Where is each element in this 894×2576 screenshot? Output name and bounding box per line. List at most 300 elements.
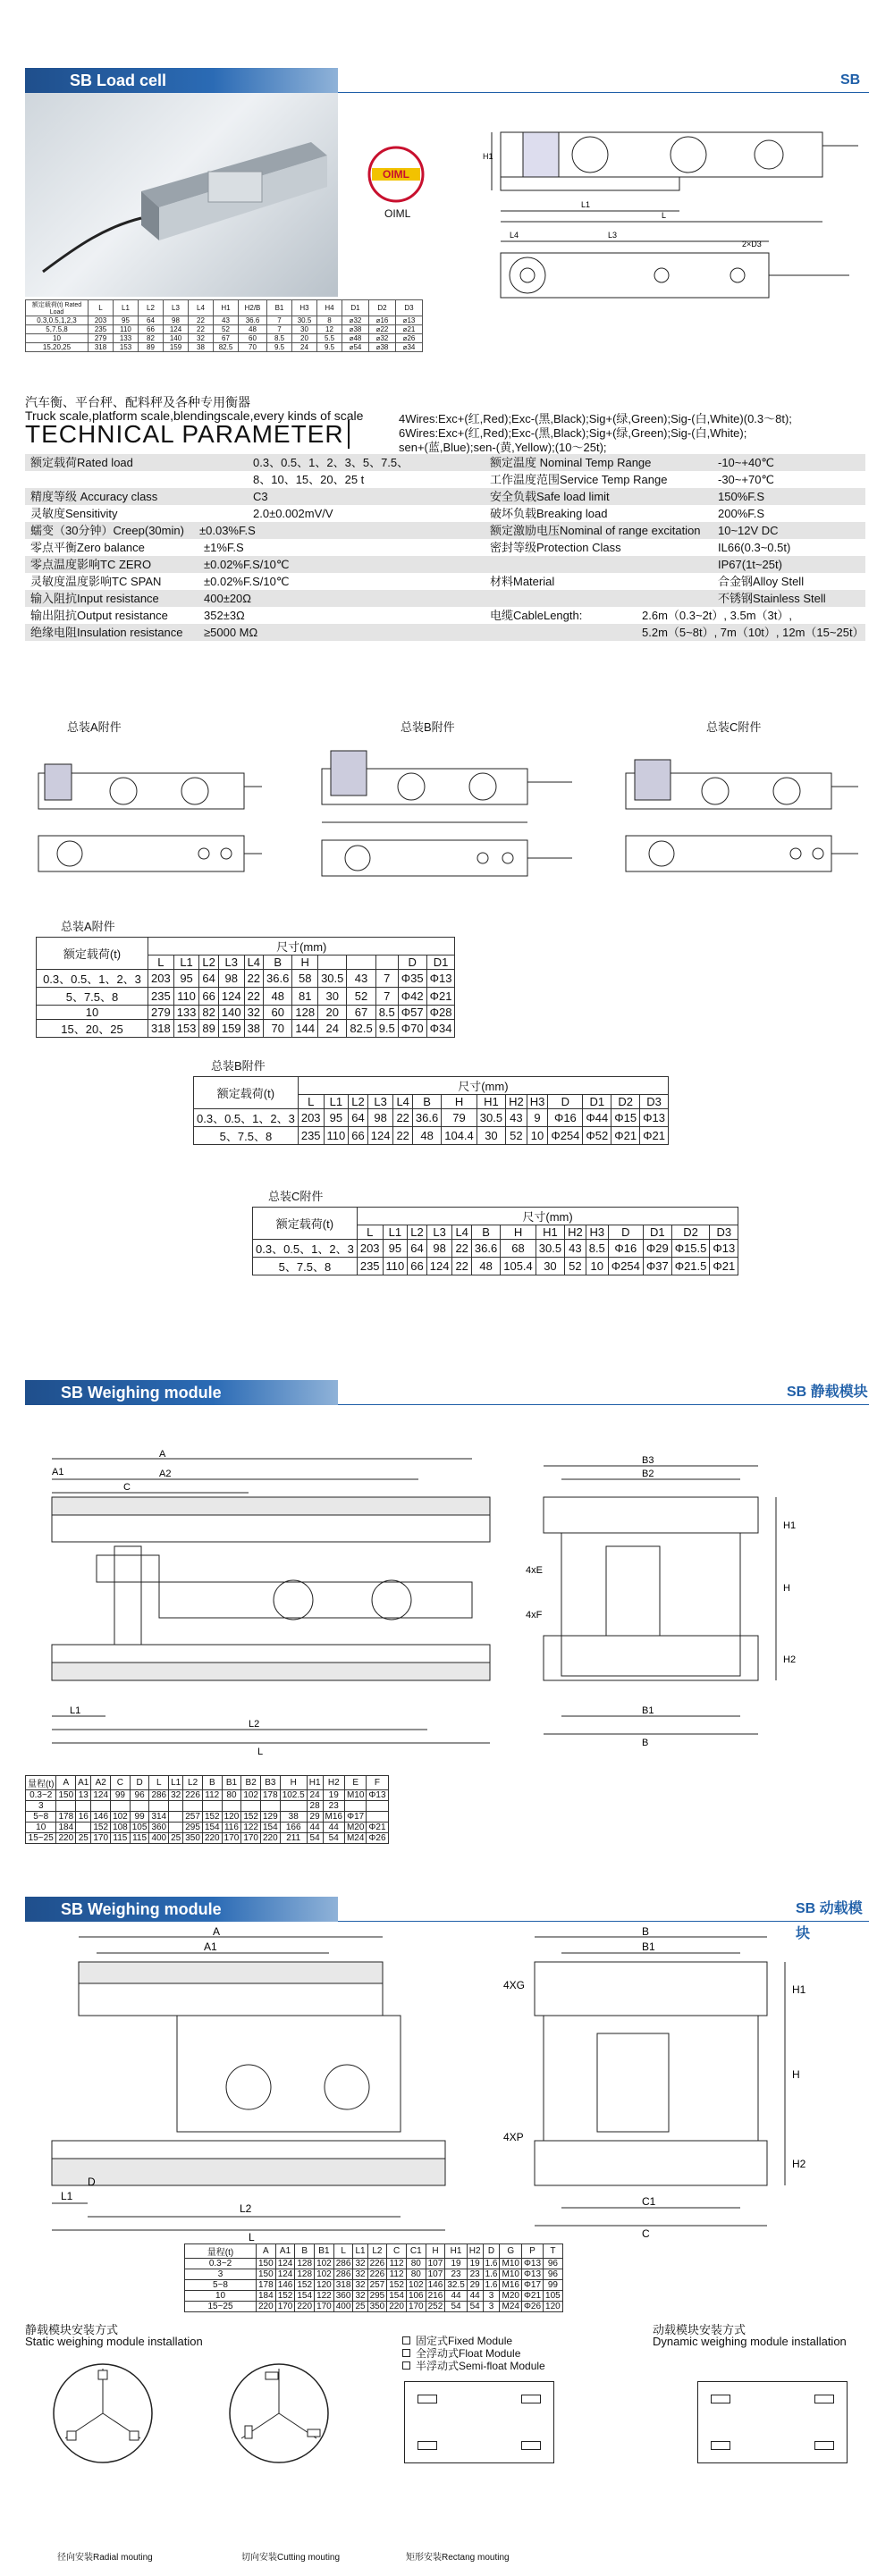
- table-cell: 146: [91, 1812, 111, 1823]
- table-cell: Φ21: [640, 1127, 669, 1145]
- table-cell: 318: [148, 1020, 174, 1038]
- table-cell: D: [130, 1776, 149, 1790]
- table-cell: 38: [189, 343, 214, 352]
- table-cell: 54: [445, 2302, 467, 2312]
- table-cell: [169, 1812, 183, 1823]
- param-row: [25, 590, 865, 607]
- table-cell: M16: [500, 2280, 521, 2291]
- table-cell: 79: [442, 1109, 477, 1127]
- table-cell: 360: [333, 2291, 353, 2302]
- table-header: L3: [164, 300, 189, 316]
- table-cell: 95: [324, 1109, 349, 1127]
- table-cell: 105: [130, 1823, 149, 1833]
- table-cell: M10: [500, 2269, 521, 2280]
- param-label: 零点平衡Zero balance: [30, 541, 145, 554]
- table-cell: 146: [426, 2280, 445, 2291]
- table-cell: Φ13: [426, 970, 455, 988]
- table-cell: 5~8: [185, 2280, 257, 2291]
- rated-load-header: 额定载荷(t): [37, 938, 148, 970]
- table-cell: Φ29: [643, 1240, 671, 1258]
- table-cell: Φ70: [398, 1020, 426, 1038]
- table-cell: 82: [199, 1006, 218, 1020]
- table-row: [26, 316, 423, 325]
- table-cell: 115: [130, 1833, 149, 1844]
- table-header: D3: [396, 300, 423, 316]
- table-cell: 36.6: [412, 1109, 441, 1127]
- table-cell: [56, 1801, 76, 1812]
- semi-float-module-icon: [402, 2361, 410, 2370]
- table-cell: Φ21.5: [671, 1258, 710, 1275]
- param-row: [25, 607, 865, 624]
- table-cell: M24: [500, 2302, 521, 2312]
- table-cell: 102: [406, 2280, 426, 2291]
- table-cell: 10: [26, 334, 89, 343]
- svg-text:B1: B1: [642, 1940, 655, 1953]
- table-cell: Φ34: [426, 1020, 455, 1038]
- radial-mounting-diagram: [49, 2360, 156, 2467]
- table-cell: 36.6: [239, 316, 267, 325]
- table-cell: 67: [347, 1006, 375, 1020]
- table-cell: 99: [111, 1790, 131, 1801]
- table-cell: Φ13: [640, 1109, 669, 1127]
- table-cell: D3: [640, 1095, 669, 1109]
- section-header-load-cell: [25, 68, 869, 93]
- svg-text:H1: H1: [483, 152, 493, 161]
- table-cell: L1: [169, 1776, 183, 1790]
- svg-text:B: B: [642, 1926, 650, 1938]
- table-cell: 48: [412, 1127, 441, 1145]
- section-header-dynamic: [25, 1897, 869, 1941]
- table-cell: 152: [295, 2280, 315, 2291]
- table-row: [26, 325, 423, 334]
- table-cell: C: [111, 1776, 131, 1790]
- table-cell: 30: [477, 1127, 505, 1145]
- table-cell: L1: [353, 2244, 367, 2259]
- table-row: [194, 1127, 669, 1145]
- table-cell: 102: [111, 1812, 131, 1823]
- table-cell: 110: [324, 1127, 349, 1145]
- table-cell: Φ57: [398, 1006, 426, 1020]
- table-cell: 166: [280, 1823, 307, 1833]
- table-cell: 22: [393, 1127, 412, 1145]
- table-cell: 66: [199, 988, 218, 1006]
- param-value: 8、10、15、20、25 t: [253, 473, 365, 486]
- param-value: ±0.02%F.S/10℃: [204, 558, 290, 571]
- param-label: 工作温度范围Service Temp Range: [490, 473, 668, 486]
- legend-float: [402, 2347, 545, 2360]
- table-cell: 235: [357, 1258, 383, 1275]
- table-header: D2: [369, 300, 396, 316]
- table-cell: C: [387, 2244, 407, 2259]
- table-cell: 120: [544, 2302, 563, 2312]
- table-cell: 29: [307, 1812, 323, 1823]
- legend-label: 全浮动式Float Module: [416, 2347, 521, 2360]
- param-value: 400±20Ω: [204, 592, 252, 605]
- table-cell: 10: [37, 1006, 148, 1020]
- table-cell: 154: [295, 2291, 315, 2302]
- table-cell: 257: [367, 2280, 387, 2291]
- table-cell: 110: [383, 1258, 408, 1275]
- rectangle-mounting-static: [404, 2381, 554, 2463]
- table-cell: 220: [257, 2302, 276, 2312]
- table-cell: Φ13: [521, 2259, 543, 2269]
- table-cell: 98: [367, 1109, 393, 1127]
- table-cell: L: [357, 1225, 383, 1240]
- table-cell: [280, 1801, 307, 1812]
- table-cell: 96: [544, 2259, 563, 2269]
- table-cell: M16: [323, 1812, 344, 1823]
- table-cell: 154: [202, 1823, 222, 1833]
- table-cell: H2: [506, 1095, 527, 1109]
- svg-text:L3: L3: [608, 231, 618, 240]
- table-cell: T: [544, 2244, 563, 2259]
- table-cell: ⌀26: [396, 334, 423, 343]
- table-cell: 22: [244, 970, 263, 988]
- table-cell: 16: [76, 1812, 91, 1823]
- table-cell: 30: [318, 988, 347, 1006]
- table-cell: H1: [307, 1776, 323, 1790]
- table-cell: 159: [218, 1020, 244, 1038]
- section-code: SB: [840, 72, 861, 88]
- table-cell: 220: [261, 1833, 281, 1844]
- table-cell: 124: [367, 1127, 393, 1145]
- table-cell: 1.6: [483, 2259, 500, 2269]
- table-cell: 184: [56, 1823, 76, 1833]
- assembly-b-table: [193, 1076, 669, 1145]
- param-value: ±0.03%F.S: [199, 524, 256, 537]
- rated-load-header: 额定载荷(t): [253, 1208, 358, 1240]
- table-cell: 60: [239, 334, 267, 343]
- table-row: [37, 1006, 455, 1020]
- table-cell: 128: [292, 1006, 318, 1020]
- rated-load-header: 额定载荷(t): [194, 1077, 299, 1109]
- table-header: H1: [214, 300, 239, 316]
- table-cell: 220: [295, 2302, 315, 2312]
- table-cell: 38: [244, 1020, 263, 1038]
- table-cell: 7: [267, 316, 292, 325]
- param-label: 破坏负载Breaking load: [490, 507, 608, 520]
- table-cell: 178: [257, 2280, 276, 2291]
- svg-text:H: H: [783, 1583, 790, 1594]
- table-header: L1: [114, 300, 139, 316]
- table-cell: [91, 1801, 111, 1812]
- param-row: [25, 454, 865, 471]
- param-value: 合金钢Alloy Stell: [718, 575, 805, 588]
- table-cell: L: [333, 2244, 353, 2259]
- table-cell: 314: [149, 1812, 169, 1823]
- table-cell: 22: [189, 325, 214, 334]
- table-cell: 23: [445, 2269, 467, 2280]
- wires-4: 4Wires:Exc+(红,Red);Exc-(黑,Black);Sig+(绿,Green);Sig-(白,White)(0.3～8t);: [399, 412, 792, 425]
- svg-text:L1: L1: [581, 200, 591, 209]
- table-cell: ⌀48: [342, 334, 369, 343]
- table-row: [26, 1833, 389, 1844]
- table-cell: ⌀32: [369, 334, 396, 343]
- wires-6a: 6Wires:Exc+(红,Red);Exc-(黑,Black);Sig+(绿,Green);Sig-(白,White);: [399, 426, 747, 440]
- param-label: 精度等级 Accuracy class: [30, 490, 158, 503]
- table-cell: 15,20,25: [26, 343, 89, 352]
- table-header-row: [26, 300, 423, 316]
- table-cell: Φ42: [398, 988, 426, 1006]
- table-cell: 120: [315, 2280, 334, 2291]
- load-cell-drawing: [474, 97, 867, 338]
- table-cell: 124: [275, 2269, 295, 2280]
- table-cell: 38: [280, 1812, 307, 1823]
- svg-text:A1: A1: [204, 1940, 217, 1953]
- cutting-caption: 切向安装Cutting mouting: [241, 2553, 341, 2563]
- col-header: L2: [199, 955, 218, 970]
- table-cell: 102: [315, 2259, 334, 2269]
- table-cell: Φ26: [521, 2302, 543, 2312]
- table-cell: ⌀38: [369, 343, 396, 352]
- svg-text:B: B: [642, 1738, 649, 1748]
- table-cell: 226: [183, 1790, 203, 1801]
- param-value: -30~+70℃: [718, 473, 775, 486]
- table-cell: 115: [111, 1833, 131, 1844]
- table-row: [185, 2269, 563, 2280]
- table-header: D1: [342, 300, 369, 316]
- float-module-icon: [402, 2349, 410, 2357]
- table-header: L4: [189, 300, 214, 316]
- table-cell: 81: [292, 988, 318, 1006]
- table-cell: 58: [292, 970, 318, 988]
- table-cell: 178: [261, 1790, 281, 1801]
- svg-text:B2: B2: [642, 1469, 654, 1479]
- table-cell: 105.4: [501, 1258, 536, 1275]
- table-cell: 43: [506, 1109, 527, 1127]
- table-cell: [149, 1801, 169, 1812]
- table-cell: D3: [710, 1225, 738, 1240]
- table-cell: 133: [114, 334, 139, 343]
- legend-fixed: [402, 2335, 545, 2347]
- table-header: 额定载荷(t) Rated Load: [26, 300, 89, 316]
- table-cell: [76, 1801, 91, 1812]
- table-cell: 95: [383, 1240, 408, 1258]
- fixed-module-icon: [402, 2336, 410, 2344]
- table-cell: 235: [298, 1127, 324, 1145]
- table-cell: B: [295, 2244, 315, 2259]
- table-cell: 124: [275, 2259, 295, 2269]
- table-cell: 279: [89, 334, 114, 343]
- legend-semi-float: [402, 2360, 545, 2372]
- table-cell: 102: [315, 2269, 334, 2280]
- assembly-c-drawing: [617, 737, 867, 898]
- table-row: [37, 988, 455, 1006]
- section-header-static: [25, 1380, 869, 1405]
- table-cell: L2: [408, 1225, 426, 1240]
- table-cell: 400: [333, 2302, 353, 2312]
- table-cell: 30: [292, 325, 317, 334]
- table-cell: 67: [214, 334, 239, 343]
- table-cell: 19: [467, 2259, 483, 2269]
- table-cell: 9.5: [375, 1020, 398, 1038]
- table-cell: 19: [445, 2259, 467, 2269]
- table-cell: 量程(t): [185, 2244, 257, 2259]
- table-cell: 0.3~2: [185, 2259, 257, 2269]
- rectangle-caption: 矩形安装Rectang mouting: [406, 2553, 510, 2563]
- table-cell: 54: [323, 1833, 344, 1844]
- param-value: IP67(1t~25t): [718, 558, 782, 571]
- table-cell: 8.5: [267, 334, 292, 343]
- product-photo: [25, 93, 338, 297]
- table-cell: H2: [565, 1225, 586, 1240]
- table-cell: 170: [315, 2302, 334, 2312]
- table-cell: 146: [275, 2280, 295, 2291]
- table-cell: 106: [406, 2291, 426, 2302]
- legend-label: 固定式Fixed Module: [416, 2335, 513, 2347]
- table-cell: 152: [241, 1812, 261, 1823]
- param-row: [25, 488, 865, 505]
- table-cell: [202, 1801, 222, 1812]
- table-cell: G: [500, 2244, 521, 2259]
- col-header: H: [292, 955, 318, 970]
- table-cell: 99: [544, 2280, 563, 2291]
- header-rule: [338, 1404, 869, 1405]
- table-cell: 量程(t): [26, 1776, 56, 1790]
- param-label: 安全负载Safe load limit: [490, 490, 610, 503]
- table-cell: C1: [406, 2244, 426, 2259]
- table-row: [185, 2259, 563, 2269]
- table-cell: 350: [183, 1833, 203, 1844]
- svg-text:OIML: OIML: [383, 168, 409, 181]
- svg-text:H2: H2: [792, 2158, 806, 2170]
- param-value: ±0.02%F.S/10℃: [204, 575, 290, 588]
- table-cell: 82.5: [347, 1020, 375, 1038]
- wires-6b: sen+(蓝,Blue);sen-(黄,Yellow);(10～25t);: [399, 441, 607, 454]
- section-title: SB Weighing module: [25, 1897, 338, 1922]
- table-cell: 170: [275, 2302, 295, 2312]
- table-header: B1: [267, 300, 292, 316]
- table-cell: A1: [76, 1776, 91, 1790]
- table-cell: 159: [164, 343, 189, 352]
- table-cell: D1: [643, 1225, 671, 1240]
- assembly-b-drawing: [304, 724, 590, 903]
- table-cell: 54: [307, 1833, 323, 1844]
- section-title: SB Load cell: [25, 68, 338, 93]
- table-cell: 20: [292, 334, 317, 343]
- table-cell: 7: [375, 988, 398, 1006]
- table-cell: 30.5: [477, 1109, 505, 1127]
- table-cell: 10: [185, 2291, 257, 2302]
- table-cell: 116: [222, 1823, 241, 1833]
- table-cell: 104.4: [442, 1127, 477, 1145]
- table-row: [253, 1240, 738, 1258]
- assembly-a-table: [36, 937, 455, 1038]
- table-cell: 295: [367, 2291, 387, 2302]
- table-cell: [261, 1801, 281, 1812]
- svg-text:C: C: [642, 2227, 650, 2240]
- param-value: 2.6m（0.3~2t）, 3.5m（3t）,: [642, 609, 792, 622]
- table-cell: D2: [611, 1095, 640, 1109]
- table-cell: 0.3、0.5、1、2、3: [37, 970, 148, 988]
- table-cell: H: [501, 1225, 536, 1240]
- table-cell: ⌀22: [369, 325, 396, 334]
- table-cell: 70: [264, 1020, 292, 1038]
- table-cell: 8.5: [375, 1006, 398, 1020]
- dynamic-install-en: Dynamic weighing module installation: [653, 2335, 847, 2348]
- table-cell: M10: [344, 1790, 366, 1801]
- table-cell: Φ254: [608, 1258, 643, 1275]
- table-cell: 128: [295, 2269, 315, 2280]
- table-cell: 124: [426, 1258, 452, 1275]
- table-cell: [241, 1801, 261, 1812]
- table-cell: 12: [317, 325, 342, 334]
- table-c-label: 总装C附件: [268, 1190, 324, 1203]
- param-value: 10~12V DC: [718, 524, 779, 537]
- table-cell: 279: [148, 1006, 174, 1020]
- table-cell: 3: [185, 2269, 257, 2280]
- oiml-logo: [365, 143, 427, 206]
- table-cell: 235: [89, 325, 114, 334]
- table-cell: 43: [214, 316, 239, 325]
- table-header-row: [185, 2244, 563, 2259]
- param-label: 密封等级Protection Class: [490, 541, 621, 554]
- table-cell: L4: [452, 1225, 471, 1240]
- table-cell: 318: [333, 2280, 353, 2291]
- table-cell: 22: [393, 1109, 412, 1127]
- section-title: SB Weighing module: [25, 1380, 338, 1405]
- svg-text:L4: L4: [510, 231, 519, 240]
- rated-load-table-top: [25, 299, 423, 352]
- svg-text:L: L: [662, 211, 667, 220]
- table-cell: 110: [114, 325, 139, 334]
- table-cell: B1: [315, 2244, 334, 2259]
- table-cell: 9.5: [317, 343, 342, 352]
- table-cell: 30: [536, 1258, 564, 1275]
- table-cell: 144: [292, 1020, 318, 1038]
- table-cell: L3: [426, 1225, 452, 1240]
- table-cell: 98: [218, 970, 244, 988]
- table-cell: 170: [406, 2302, 426, 2312]
- table-cell: 152: [202, 1812, 222, 1823]
- table-cell: 107: [426, 2269, 445, 2280]
- static-install-en: Static weighing module installation: [25, 2335, 203, 2348]
- table-cell: ⌀16: [369, 316, 396, 325]
- table-cell: 32.5: [445, 2280, 467, 2291]
- table-header: H3: [292, 300, 317, 316]
- table-cell: 9: [527, 1109, 548, 1127]
- table-cell: 8.5: [586, 1240, 608, 1258]
- table-cell: 153: [114, 343, 139, 352]
- section-code: SB 静载模块: [787, 1385, 868, 1400]
- dynamic-module-table: [184, 2243, 563, 2312]
- table-cell: 252: [426, 2302, 445, 2312]
- table-cell: 220: [387, 2302, 407, 2312]
- table-cell: 203: [298, 1109, 324, 1127]
- table-cell: H2: [323, 1776, 344, 1790]
- table-cell: 32: [353, 2259, 367, 2269]
- table-cell: A: [257, 2244, 276, 2259]
- table-cell: H3: [527, 1095, 548, 1109]
- col-header: L4: [244, 955, 263, 970]
- table-cell: 64: [199, 970, 218, 988]
- table-cell: 95: [114, 316, 139, 325]
- param-label: 额定温度 Nominal Temp Range: [490, 456, 652, 469]
- table-cell: 10: [26, 1823, 56, 1833]
- table-cell: 95: [173, 970, 199, 988]
- table-cell: 64: [408, 1240, 426, 1258]
- table-cell: 80: [222, 1790, 241, 1801]
- table-cell: 286: [333, 2259, 353, 2269]
- dynamic-install-cn: 动载模块安装方式: [653, 2323, 746, 2336]
- table-cell: L3: [367, 1095, 393, 1109]
- table-cell: Φ37: [643, 1258, 671, 1275]
- param-row: [25, 505, 865, 522]
- svg-text:H1: H1: [792, 1983, 806, 1996]
- table-cell: 133: [173, 1006, 199, 1020]
- col-header: B: [264, 955, 292, 970]
- table-cell: 70: [239, 343, 267, 352]
